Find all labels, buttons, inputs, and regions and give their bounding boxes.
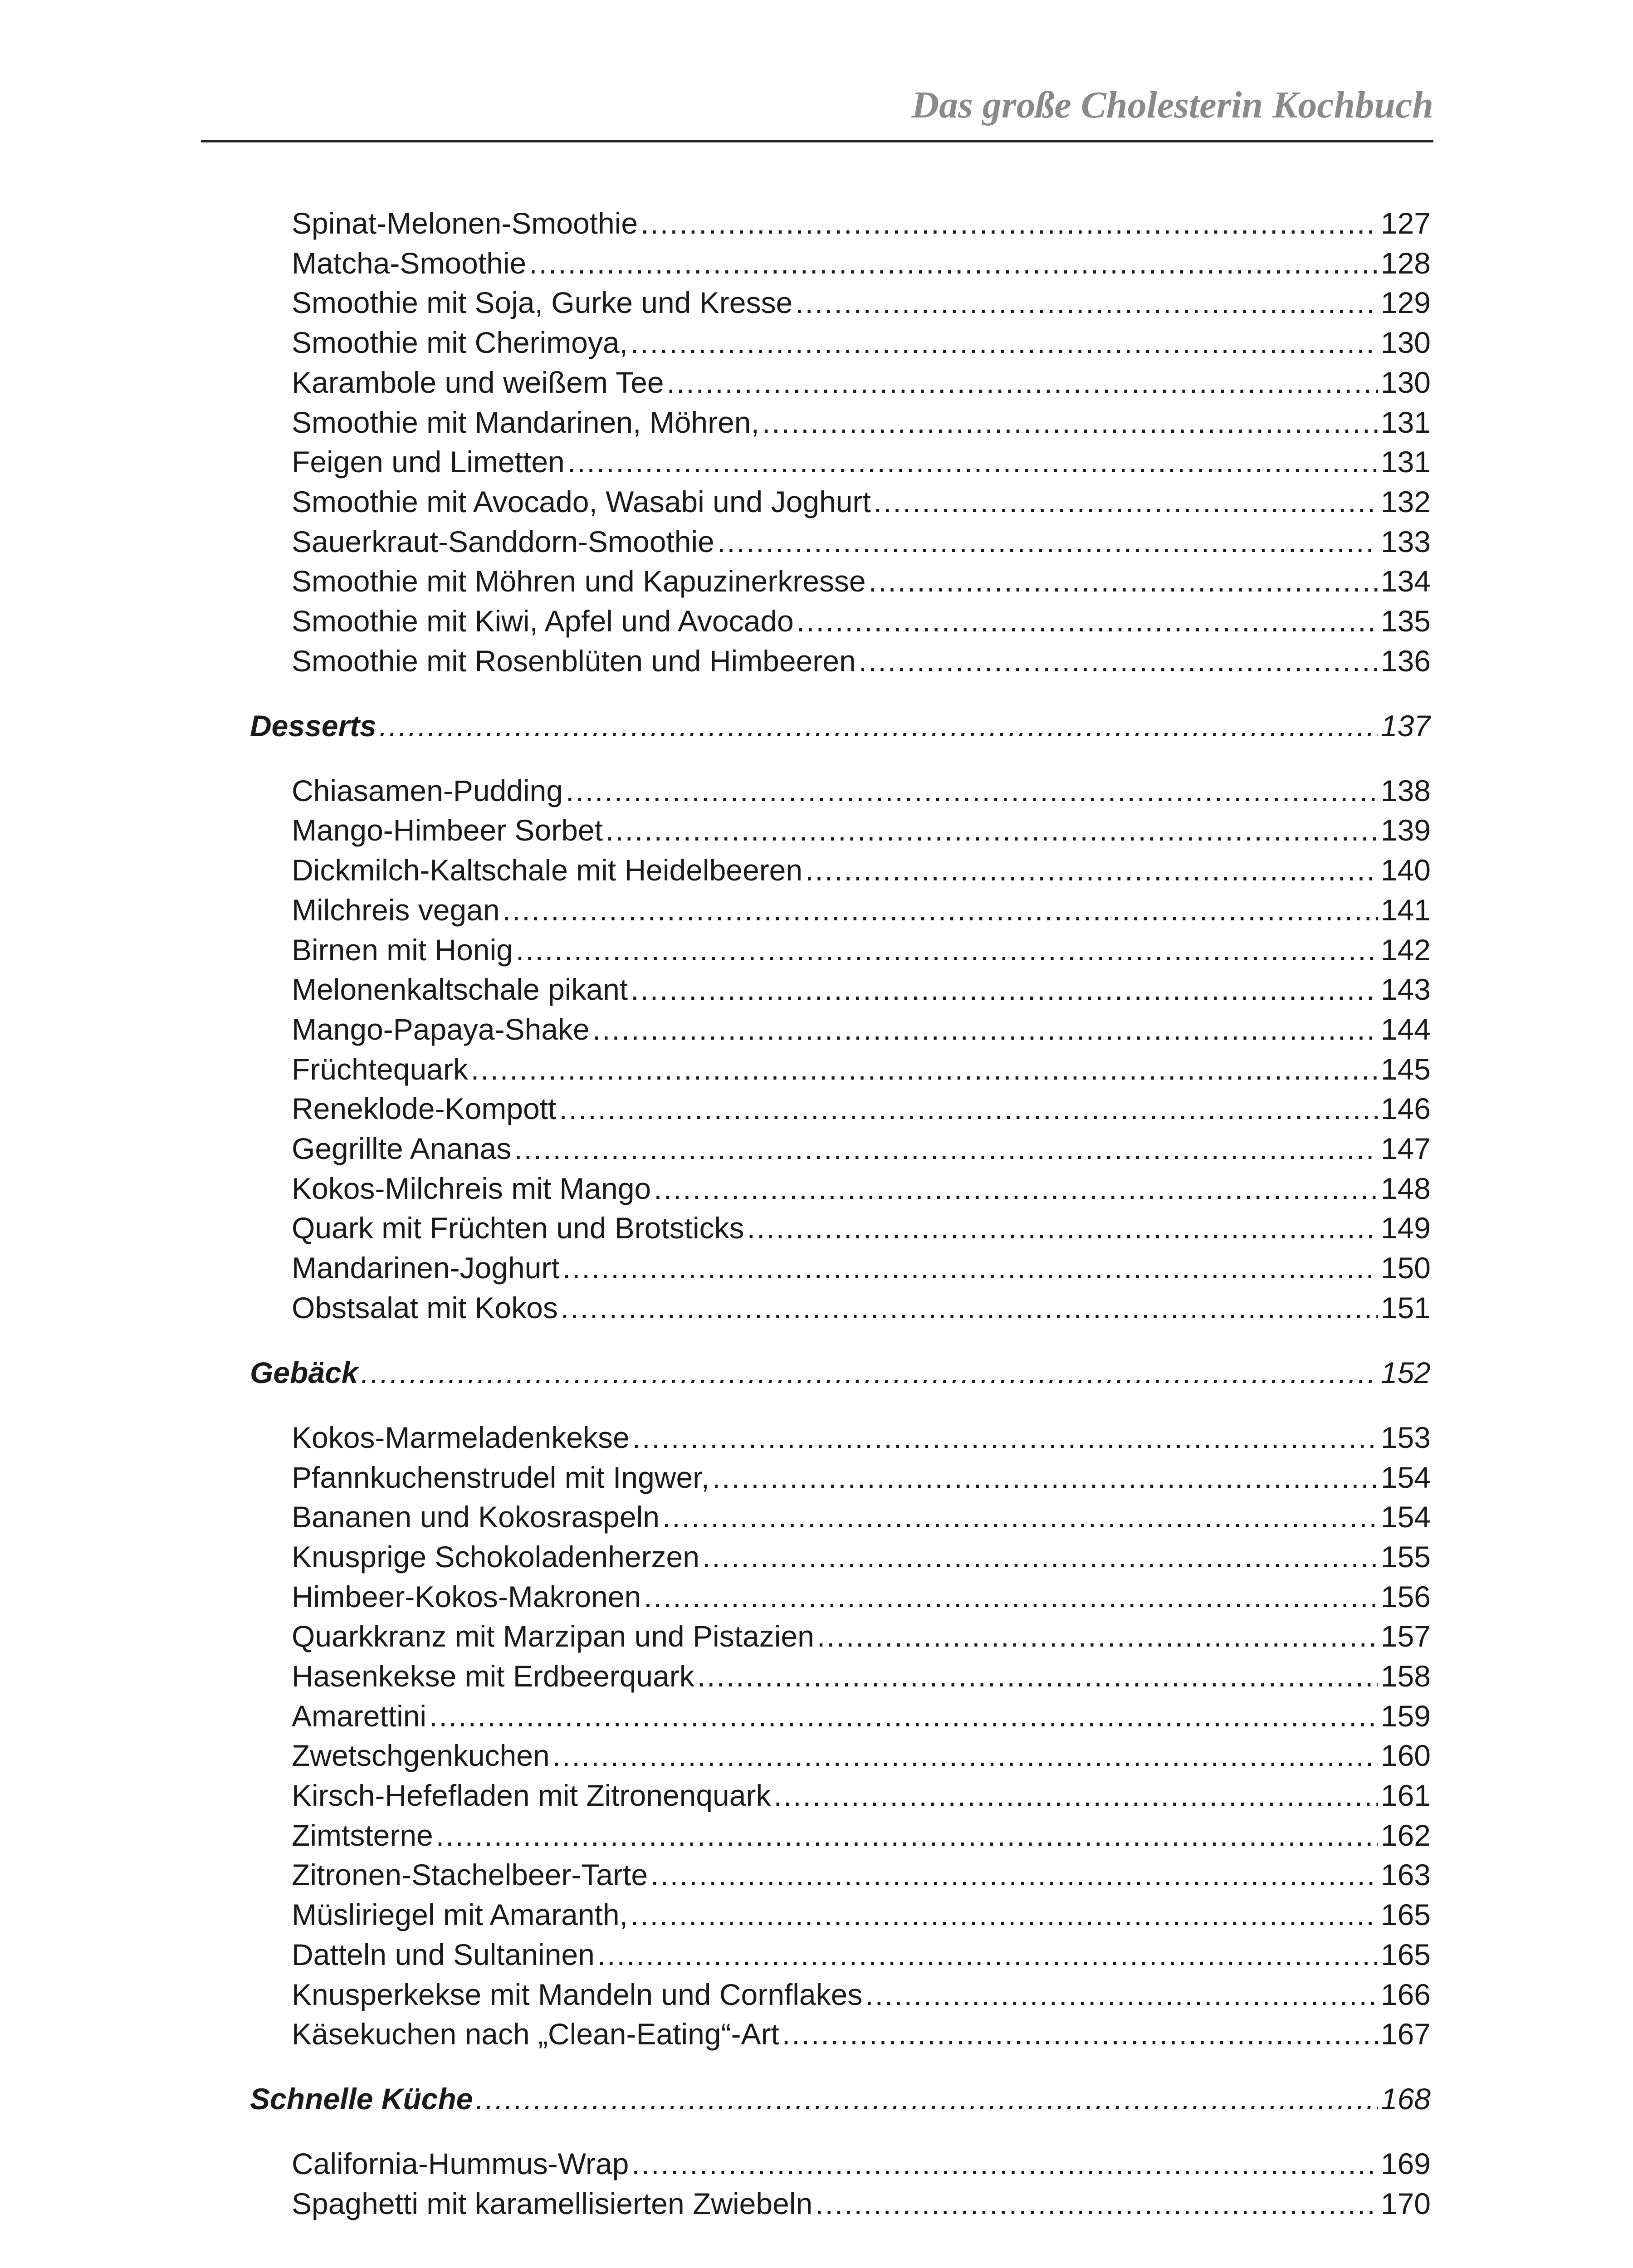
toc-entry: [292, 1092, 1431, 1128]
page-number: 130: [1380, 366, 1431, 399]
entry-title: Datteln und Sultaninen: [292, 1938, 595, 1971]
toc-section-heading: [250, 2082, 1431, 2118]
page-number: 158: [1380, 1659, 1431, 1693]
entry-title: Feigen und Limetten: [292, 445, 565, 479]
entry-title: Früchtequark: [292, 1052, 468, 1086]
page-number: 128: [1380, 246, 1431, 280]
dot-leader: [361, 1356, 1378, 1390]
dot-leader: [631, 326, 1378, 360]
toc-entry: [292, 1251, 1431, 1287]
page-number: 162: [1380, 1818, 1431, 1852]
dot-leader: [632, 1421, 1378, 1455]
dot-leader: [561, 1291, 1378, 1325]
entry-title: Dickmilch-Kaltschale mit Heidelbeeren: [292, 853, 803, 887]
dot-leader: [773, 1779, 1378, 1813]
page-number: 154: [1380, 1461, 1431, 1494]
dot-leader: [702, 1540, 1378, 1574]
toc-entry: [292, 893, 1431, 929]
entry-title: Smoothie mit Kiwi, Apfel und Avocado: [292, 604, 794, 638]
entry-title: Spinat-Melonen-Smoothie: [292, 206, 638, 240]
page-number: 165: [1380, 1898, 1431, 1931]
entry-title: Spaghetti mit karamellisierten Zwiebeln: [292, 2187, 813, 2220]
toc-entry: [292, 1818, 1431, 1855]
entry-title: Käsekuchen nach „Clean-Eating“-Art: [292, 2017, 779, 2051]
dot-leader: [662, 1500, 1378, 1535]
entry-title: Quarkkranz mit Marzipan und Pistazien: [292, 1619, 814, 1653]
page-number: 136: [1380, 644, 1431, 678]
dot-leader: [631, 2147, 1378, 2181]
section-title: Gebäck: [250, 1356, 358, 1389]
entry-title: Smoothie mit Rosenblüten und Himbeeren: [292, 644, 856, 678]
page-number: 151: [1380, 1291, 1431, 1325]
dot-leader: [874, 485, 1378, 519]
toc-entry: [292, 206, 1431, 243]
page-number: 132: [1380, 485, 1431, 518]
page-number: 140: [1380, 853, 1431, 887]
entry-title: Hasenkekse mit Erdbeerquark: [292, 1659, 694, 1693]
dot-leader: [795, 286, 1378, 320]
toc-entry: [292, 604, 1431, 640]
page-number: 131: [1380, 445, 1431, 479]
page-number: 145: [1380, 1052, 1431, 1086]
entry-title: Sauerkraut-Sanddorn-Smoothie: [292, 525, 714, 558]
dot-leader: [640, 206, 1378, 241]
toc-entry: [292, 853, 1431, 890]
toc-entry: [292, 1938, 1431, 1974]
dot-leader: [471, 1052, 1378, 1087]
toc-entry: [292, 286, 1431, 322]
entry-title: Smoothie mit Soja, Gurke und Kresse: [292, 286, 793, 319]
page-number: 144: [1380, 1012, 1431, 1046]
toc-entry: [292, 1421, 1431, 1457]
dot-leader: [817, 1619, 1378, 1654]
dot-leader: [514, 1132, 1378, 1166]
toc-entry: [292, 973, 1431, 1009]
page-number: 149: [1380, 1211, 1431, 1245]
entry-title: Reneklode-Kompott: [292, 1092, 557, 1125]
entry-title: Quark mit Früchten und Brotsticks: [292, 1211, 744, 1245]
entry-title: Zwetschgenkuchen: [292, 1739, 550, 1772]
page-number: 163: [1380, 1858, 1431, 1892]
entry-title: Knusperkekse mit Mandeln und Cornflakes: [292, 1978, 863, 2011]
dot-leader: [697, 1659, 1378, 1694]
page-number: 141: [1380, 893, 1431, 927]
toc-entry: [292, 933, 1431, 969]
toc-entry: [292, 1500, 1431, 1536]
page-number: 135: [1380, 604, 1431, 638]
entry-title: Himbeer-Kokos-Makronen: [292, 1580, 641, 1613]
entry-title: Smoothie mit Mandarinen, Möhren,: [292, 406, 759, 439]
dot-leader: [805, 853, 1378, 888]
dot-leader: [797, 604, 1378, 639]
page-number: 161: [1380, 1779, 1431, 1812]
entry-title: Karambole und weißem Tee: [292, 366, 664, 399]
dot-leader: [559, 1092, 1378, 1126]
page-number: 167: [1380, 2017, 1431, 2051]
page-number: 133: [1380, 525, 1431, 558]
dot-leader: [815, 2187, 1378, 2221]
page-number: 159: [1380, 1699, 1431, 1733]
page-number: 129: [1380, 286, 1431, 319]
dot-leader: [782, 2017, 1378, 2052]
toc-entry: [292, 2017, 1431, 2053]
page-number: 153: [1380, 1421, 1431, 1454]
toc-entry: [292, 813, 1431, 850]
toc-entry: [292, 1659, 1431, 1696]
dot-leader: [747, 1211, 1378, 1246]
toc-entry: [292, 525, 1431, 561]
toc-entry: [292, 445, 1431, 481]
dot-leader: [562, 1251, 1378, 1286]
page-number: 160: [1380, 1739, 1431, 1772]
toc-entry: [292, 644, 1431, 680]
toc-entry: [292, 1898, 1431, 1934]
dot-leader: [592, 1012, 1378, 1047]
dot-leader: [476, 2082, 1378, 2116]
page-number: 147: [1380, 1132, 1431, 1165]
entry-title: Melonenkaltschale pikant: [292, 973, 628, 1006]
toc-entry: [292, 2187, 1431, 2223]
toc-entry: [292, 1211, 1431, 1247]
toc-entry: [292, 1461, 1431, 1497]
entry-title: Smoothie mit Möhren und Kapuzinerkresse: [292, 564, 866, 598]
running-header: Das große Cholesterin Kochbuch: [911, 84, 1433, 126]
page-number: 155: [1380, 1540, 1431, 1574]
entry-title: Müsliriegel mit Amaranth,: [292, 1898, 628, 1931]
toc-entry: [292, 1739, 1431, 1775]
toc-entry: [292, 246, 1431, 283]
entry-title: Mandarinen-Joghurt: [292, 1251, 560, 1285]
toc-section-heading: [250, 709, 1431, 745]
page-number: 127: [1380, 206, 1431, 240]
page-number: 165: [1380, 1938, 1431, 1971]
dot-leader: [631, 1898, 1378, 1932]
toc-entry: [292, 1779, 1431, 1815]
entry-title: Smoothie mit Cherimoya,: [292, 326, 628, 359]
entry-title: Zitronen-Stachelbeer-Tarte: [292, 1858, 648, 1892]
dot-leader: [566, 774, 1378, 808]
page-number: 156: [1380, 1580, 1431, 1613]
page-number: 146: [1380, 1092, 1431, 1125]
toc-entry: [292, 1012, 1431, 1049]
dot-leader: [650, 1858, 1378, 1892]
page-number: 138: [1380, 774, 1431, 807]
entry-title: Obstsalat mit Kokos: [292, 1291, 558, 1325]
toc-entry: [292, 2147, 1431, 2183]
toc-entry: [292, 1172, 1431, 1208]
page-number: 157: [1380, 1619, 1431, 1653]
page-number: 168: [1380, 2082, 1431, 2116]
page-number: 134: [1380, 564, 1431, 598]
page-number: 154: [1380, 1500, 1431, 1534]
header-rule: [201, 140, 1433, 142]
toc-entry: [292, 326, 1431, 362]
entry-title: Bananen und Kokosraspeln: [292, 1500, 660, 1534]
toc-entry: [292, 1540, 1431, 1576]
toc-entry: [292, 1132, 1431, 1168]
toc-entry: [292, 774, 1431, 810]
toc-section-heading: [250, 1356, 1431, 1392]
toc-entry: [292, 366, 1431, 402]
entry-title: Matcha-Smoothie: [292, 246, 527, 280]
page-number: 131: [1380, 406, 1431, 439]
toc-entry: [292, 406, 1431, 442]
entry-title: Kokos-Milchreis mit Mango: [292, 1172, 651, 1205]
dot-leader: [597, 1938, 1378, 1972]
page-number: 148: [1380, 1172, 1431, 1205]
page-number: 130: [1380, 326, 1431, 359]
entry-title: Kirsch-Hefefladen mit Zitronenquark: [292, 1779, 771, 1812]
entry-title: Birnen mit Honig: [292, 933, 513, 967]
dot-leader: [667, 366, 1378, 400]
toc-entry: [292, 1978, 1431, 2014]
page-number: 170: [1380, 2187, 1431, 2220]
page-number: 150: [1380, 1251, 1431, 1285]
entry-title: Gegrillte Ananas: [292, 1132, 512, 1165]
section-title: Schnelle Küche: [250, 2082, 473, 2116]
dot-leader: [567, 445, 1378, 479]
dot-leader: [529, 246, 1378, 281]
entry-title: Knusprige Schokoladenherzen: [292, 1540, 699, 1574]
entry-title: Pfannkuchenstrudel mit Ingwer,: [292, 1461, 709, 1494]
dot-leader: [717, 525, 1378, 559]
dot-leader: [503, 893, 1378, 928]
dot-leader: [654, 1172, 1378, 1206]
dot-leader: [859, 644, 1378, 679]
dot-leader: [429, 1699, 1378, 1734]
dot-leader: [606, 813, 1378, 848]
toc-entry: [292, 564, 1431, 601]
dot-leader: [379, 709, 1378, 743]
toc-entry: [292, 485, 1431, 521]
page-number: 152: [1380, 1356, 1431, 1389]
page-number: 169: [1380, 2147, 1431, 2180]
entry-title: Amarettini: [292, 1699, 427, 1733]
toc-entry: [292, 1052, 1431, 1089]
entry-title: Smoothie mit Avocado, Wasabi und Joghurt: [292, 485, 871, 518]
entry-title: Kokos-Marmeladenkekse: [292, 1421, 630, 1454]
dot-leader: [552, 1739, 1378, 1773]
page-number: 137: [1380, 709, 1431, 743]
page-number: 166: [1380, 1978, 1431, 2011]
entry-title: Chiasamen-Pudding: [292, 774, 563, 807]
dot-leader: [869, 564, 1378, 599]
toc-entry: [292, 1699, 1431, 1735]
page-number: 143: [1380, 973, 1431, 1006]
entry-title: California-Hummus-Wrap: [292, 2147, 629, 2180]
page-number: 139: [1380, 813, 1431, 847]
entry-title: Mango-Himbeer Sorbet: [292, 813, 603, 847]
dot-leader: [865, 1978, 1378, 2012]
dot-leader: [436, 1818, 1378, 1853]
page-number: 142: [1380, 933, 1431, 967]
dot-leader: [712, 1461, 1378, 1495]
toc-entry: [292, 1291, 1431, 1327]
dot-leader: [644, 1580, 1378, 1614]
toc-entry: [292, 1619, 1431, 1656]
entry-title: Milchreis vegan: [292, 893, 500, 927]
section-title: Desserts: [250, 709, 376, 743]
dot-leader: [762, 406, 1378, 440]
toc-entry: [292, 1858, 1431, 1894]
dot-leader: [631, 973, 1378, 1007]
entry-title: Mango-Papaya-Shake: [292, 1012, 590, 1046]
entry-title: Zimtsterne: [292, 1818, 433, 1852]
dot-leader: [516, 933, 1378, 968]
toc-entry: [292, 1580, 1431, 1616]
